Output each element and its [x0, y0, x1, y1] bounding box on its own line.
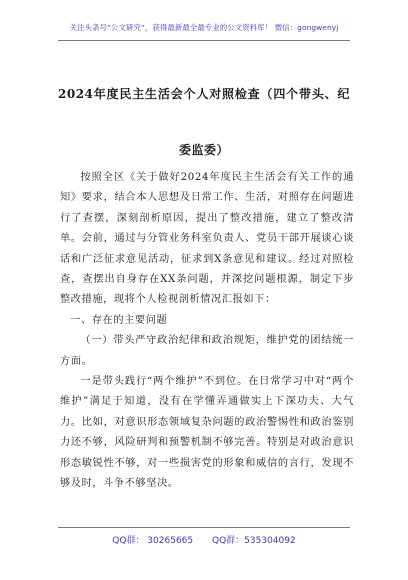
document-body	[60, 168, 354, 495]
footer-qq-group-1: QQ群： 30265665	[112, 536, 194, 546]
subsection-heading: （一）带头严守政治纪律和政治规矩，维护党的团结统一方面。	[60, 335, 354, 367]
body-paragraph: 一是带头践行“两个维护”不到位。在日常学习中对“两个维护”满足于知道，没有在学懂弄通做实上下深功夫、大气力。比如，对意识形态领域复杂问题的政治警惕性和政治鉴别力还不够，风险研判和预警机制不够完善。特别是对政治意识形态敏锐性不够，对一些损害党的形象和威信的言行，发现不够及时，斗争不够坚决。	[60, 376, 354, 490]
header-banner: 关注头条号“公文研究”，获得最新最全最专业的公文资料库！ 微信：gongwenyj	[69, 23, 339, 32]
section-heading: 一、存在的主要问题	[70, 314, 168, 326]
document-title: 2024年度民主生活会个人对照检查（四个带头、纪委监委）	[58, 87, 350, 157]
footer	[0, 533, 408, 546]
header-divider	[58, 40, 350, 41]
footer-divider	[58, 527, 350, 528]
footer-qq-group-2: QQ群：535304092	[212, 536, 296, 546]
intro-paragraph: 按照全区《关于做好2024年度民主生活会有关工作的通知》要求，结合本人思想及日常工作、生活，对照存在问题进行了查摆，深刻剖析原因，提出了整改措施，建立了整改清单。会前，通过与分管业务科室负责人、党员干部开展谈心谈话和广泛征求意见活动，征求到X条意见和建议。经过对照检查，查摆出自身存在XX条问题，并深挖问题根源，制定下步整改措施，现将个人检视剖析情况汇报如下：	[60, 172, 354, 306]
